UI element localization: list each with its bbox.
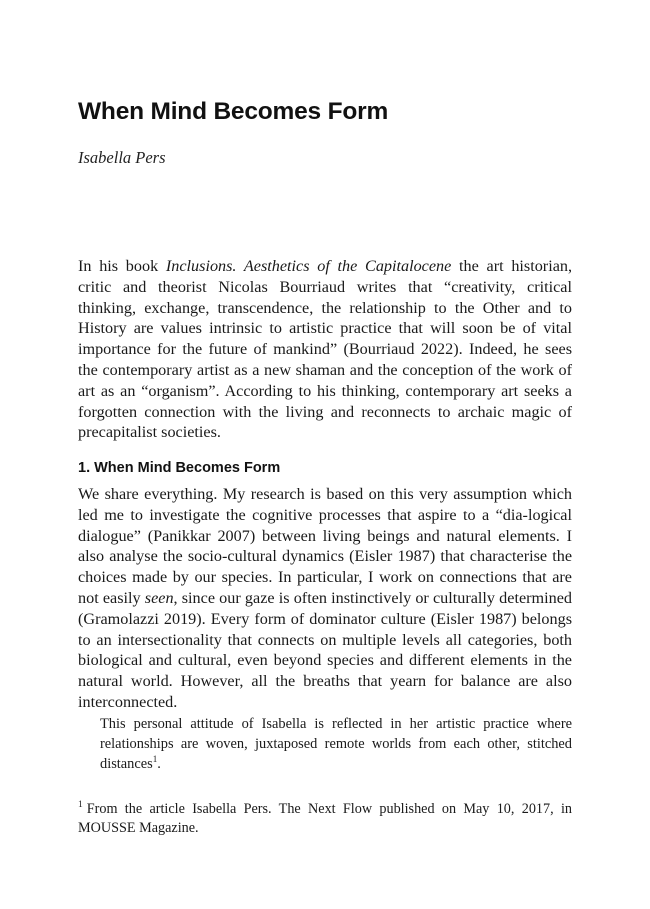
quote-end: .: [157, 756, 161, 772]
section-text-end: , since our gaze is often instinctively or culturally determined (Gramolazzi 2019). Every form of dominator culture (Eisler 1987) belongs to an intersectionality that connects on multiple levels all categories, both biological and cultural, even beyond species and different elements in the natural world. However, all the breaths that yearn for balance are also interconnected.: [78, 588, 572, 711]
footnote-number: 1: [78, 800, 83, 811]
footnote-text: From the article Isabella Pers. The Next Flow published on May 10, 2017, in MOUSSE Magazine.: [78, 801, 572, 836]
book-title: Inclusions. Aesthetics of the Capitalocene: [165, 257, 452, 275]
block-quote: [100, 714, 572, 774]
article-title: When Mind Becomes Form: [78, 98, 389, 125]
quote-text: This personal attitude of Isabella is reflected in her artistic practice where relationships are woven, juxtaposed remote worlds from each other, stitched distances: [100, 716, 572, 772]
section-heading: 1. When Mind Becomes Form: [78, 460, 281, 476]
footnote-ref[interactable]: 1: [152, 754, 158, 765]
intro-text-start: In his book: [78, 257, 166, 275]
emphasis-word: seen: [144, 588, 174, 607]
author-name: Isabella Pers: [78, 148, 166, 167]
section-paragraph: [78, 484, 572, 713]
section-text-start: We share everything. My research is based on this very assumption which led me to investigate the cognitive processes that aspire to a “dia-logical dialogue” (Panikkar 2007) between living beings and natural elements. I also analyse the socio-cultural dynamics (Eisler 1987) that characterise the choices made by our species. In particular, I work on connections that are not easily: [78, 485, 572, 607]
intro-text-end: the art historian, critic and theorist Nicolas Bourriaud writes that “creativity, critical thinking, exchange, transcendence, the relationship to the Other and to History are values intrinsic to artistic practice that will soon be of vital importance for the future of mankind” (Bourriaud 2022). Indeed, he sees the contemporary artist as a new shaman and the conception of the work of art as an “organism”. According to his thinking, contemporary art seeks a forgotten connection with the living and reconnects to archaic magic of precapitalist societies.: [78, 257, 573, 442]
footnote: [78, 800, 572, 838]
intro-paragraph: [78, 256, 572, 443]
